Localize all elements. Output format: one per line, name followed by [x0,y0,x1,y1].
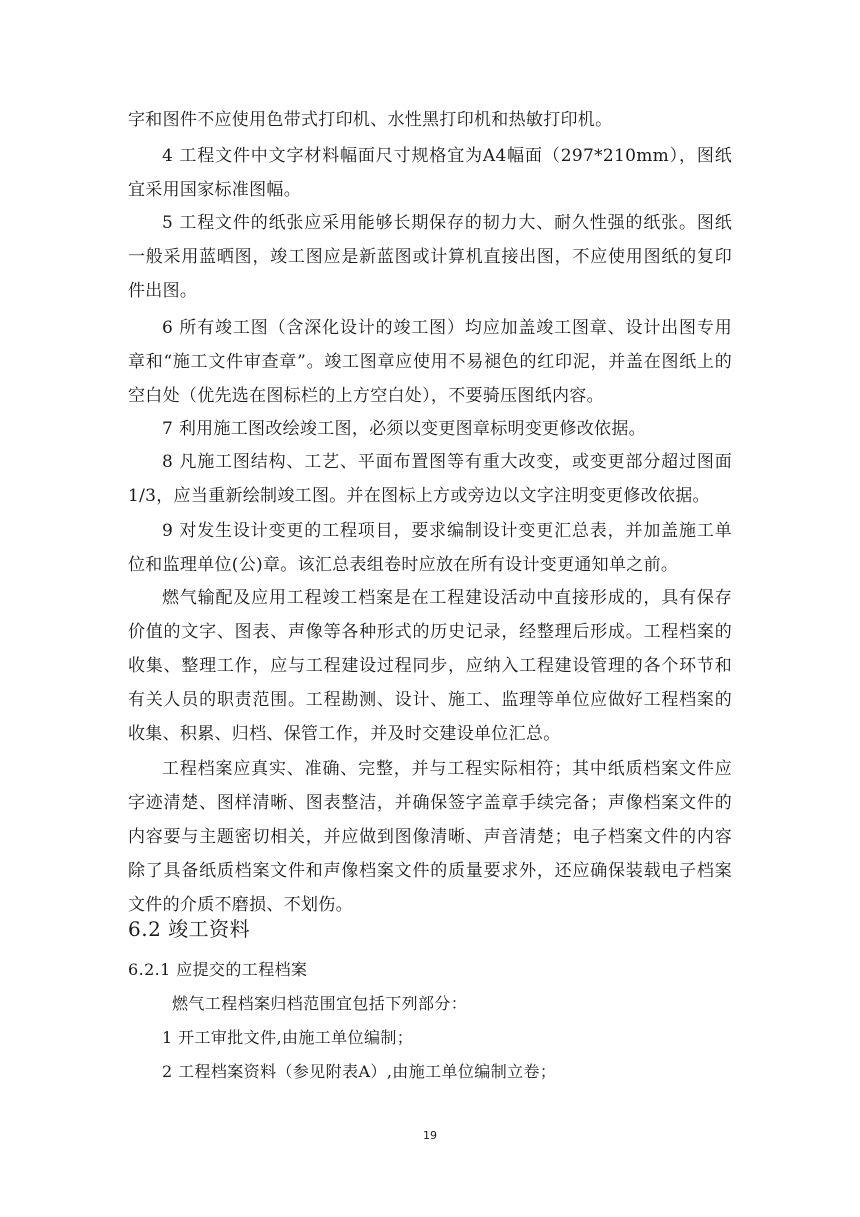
paragraph-item-7: 7 利用施工图改绘竣工图，必须以变更图章标明变更修改依据。 [162,419,646,439]
paragraph-archive-quality: 工程档案应真实、准确、完整，并与工程实际相符；其中纸质档案文件应字迹清楚、图样清晰、图表整洁，并确保签字盖章手续完备；声像档案文件的内容要与主题密切相关，并应做到图像清晰、声音清楚；电子档案文件的内容除了具备纸质档案文件和声像档案文件的质量要求外，还应确保装载电子档案文件的介质不磨损、不划伤。 [128,759,732,915]
paragraph-item-4: 4 工程文件中文字材料幅面尺寸规格宜为A4幅面（297*210mm），图纸宜采用国家标准图幅。 [128,146,732,200]
paragraph-item-8: 8 凡施工图结构、工艺、平面布置图等有重大改变，或变更部分超过图面1/3，应当重新绘制竣工图。并在图标上方或旁边以文字注明变更修改依据。 [128,452,732,506]
archive-scope-intro: 燃气工程档案归档范围宜包括下列部分： [172,994,468,1013]
section-heading: 6.2 竣工资料 [128,917,251,941]
paragraph-item-9: 9 对发生设计变更的工程项目，要求编制设计变更汇总表，并加盖施工单位和监理单位(公)章。该汇总表组卷时应放在所有设计变更通知单之前。 [128,521,732,575]
paragraph-item-5: 5 工程文件的纸张应采用能够长期保存的韧力大、耐久性强的纸张。图纸一般采用蓝晒图，竣工图应是新蓝图或计算机直接出图，不应使用图纸的复印件出图。 [128,213,732,301]
paragraph-archive-description: 燃气输配及应用工程竣工档案是在工程建设活动中直接形成的，具有保存价值的文字、图表、声像等各种形式的历史记录，经整理后形成。工程档案的收集、整理工作，应与工程建设过程同步，应纳入工程建设管理的各个环节和有关人员的职责范围。工程勘测、设计、施工、监理等单位应做好工程档案的收集、积累、归档、保管工作，并及时交建设单位汇总。 [128,588,732,744]
paragraph-item-6: 6 所有竣工图（含深化设计的竣工图）均应加盖竣工图章、设计出图专用章和“施工文件审查章”。竣工图章应使用不易褪色的红印泥，并盖在图纸上的空白处（优先选在图标栏的上方空白处），不要骑压图纸内容。 [128,318,732,406]
list-item: 1 开工审批文件,由施工单位编制； [162,1028,414,1047]
paragraph-printer-requirement: 字和图件不应使用色带式打印机、水性黑打印机和热敏打印机。 [128,110,613,130]
page-number: 19 [423,1129,437,1142]
list-item: 2 工程档案资料（参见附表A）,由施工单位编制立卷； [162,1062,557,1081]
subsection-heading: 6.2.1 应提交的工程档案 [128,960,308,979]
